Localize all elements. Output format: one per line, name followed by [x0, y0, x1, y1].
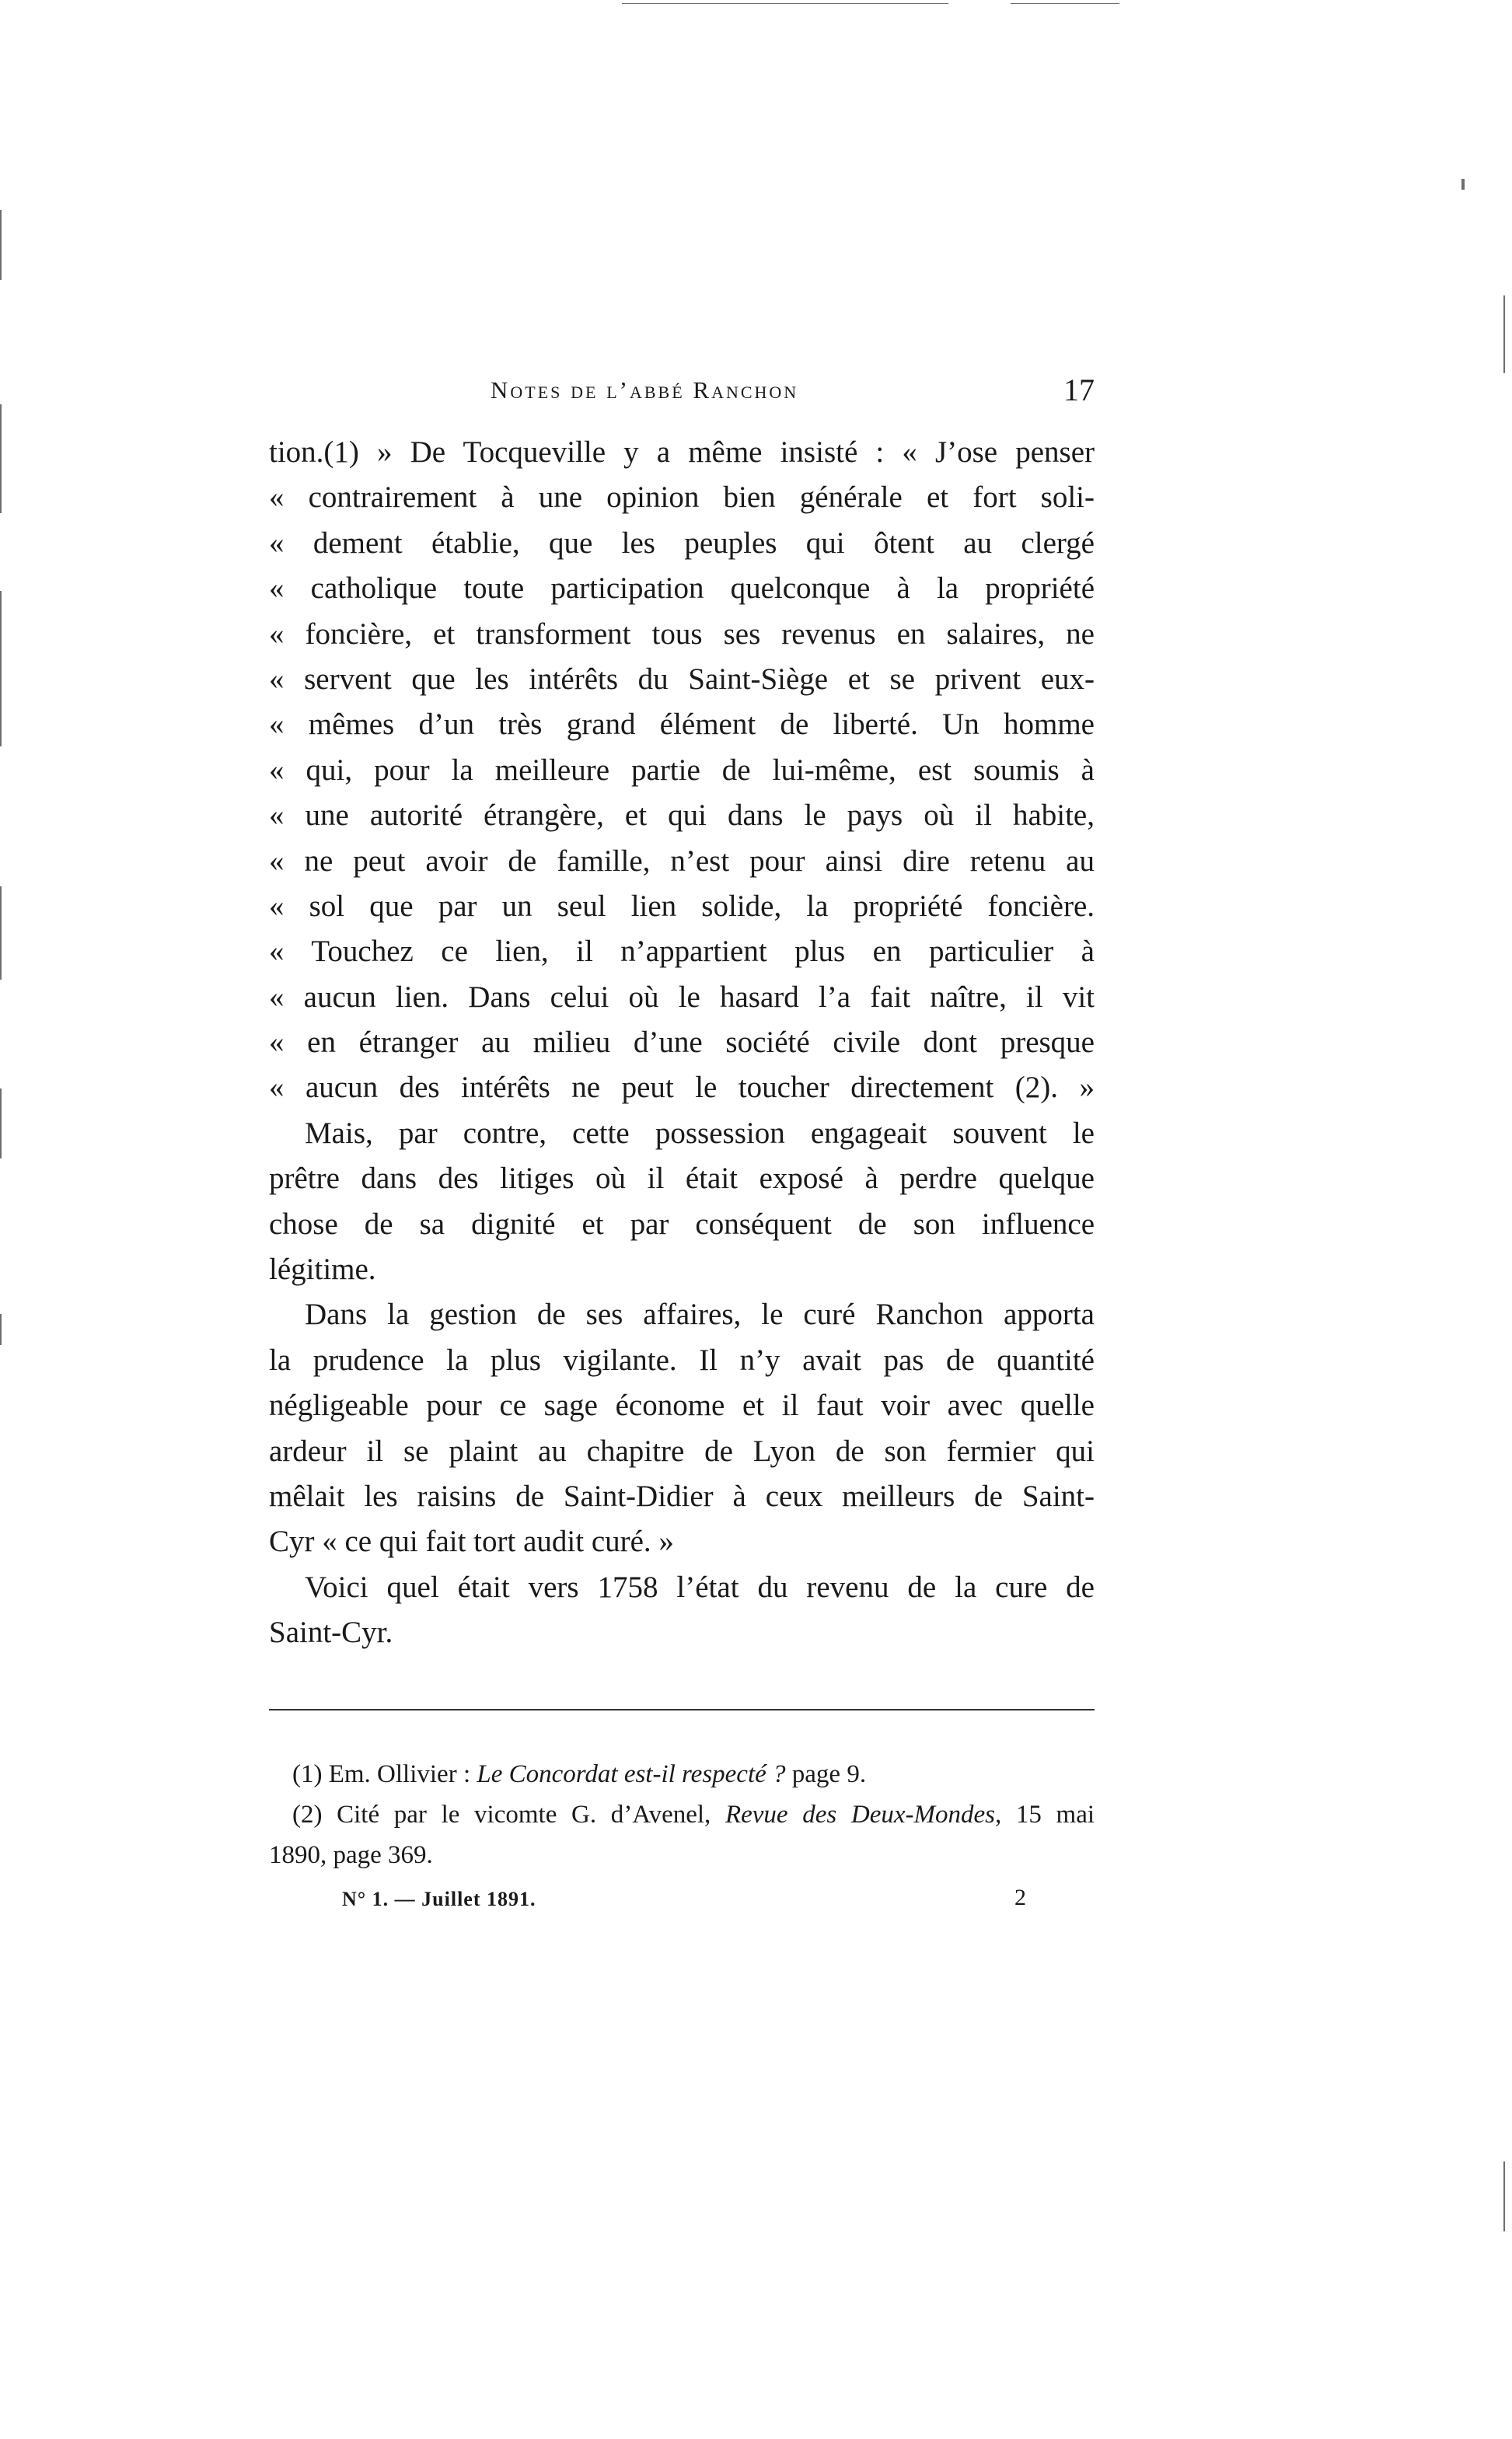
text-line: ardeur il se plaint au chapitre de Lyon de son fermier qui	[269, 1434, 1095, 1468]
footnote-2-prefix: (2) Cité par le vicomte G. d’Avenel,	[292, 1801, 725, 1829]
footnote-2-suffix: 15 mai	[1001, 1801, 1095, 1829]
text-line: « sol que par un seul lien solide, la propriété foncière.	[269, 889, 1095, 923]
page-number: 17	[1063, 372, 1095, 407]
footnote-1-title: Le Concordat est-il respecté ?	[477, 1760, 786, 1788]
body-text	[269, 430, 1095, 1656]
text-line: « dement établie, que les peuples qui ôtent au clergé	[269, 526, 1095, 560]
text-line: « aucun lien. Dans celui où le hasard l’a fait naître, il vit	[269, 980, 1095, 1014]
text-line: « Touchez ce lien, il n’appartient plus en particulier à	[269, 935, 1095, 969]
text-line: Voici quel était vers 1758 l’état du revenu de la cure de	[305, 1570, 1095, 1604]
issue-line: N° 1. — Juillet 1891.	[342, 1888, 536, 1910]
sheet-number: 2	[1014, 1885, 1026, 1910]
scan-edge-mark	[1011, 3, 1119, 4]
scan-edge-mark	[0, 210, 2, 280]
running-title: Notes de l’abbé Ranchon	[491, 376, 799, 404]
text-line: Mais, par contre, cette possession engageait souvent le	[305, 1116, 1095, 1150]
running-header	[269, 372, 1095, 418]
text-line: prêtre dans des litiges où il était exposé à perdre quelque	[269, 1162, 1095, 1196]
text-line: « catholique toute participation quelconque à la propriété	[269, 571, 1095, 606]
printer-signature	[342, 1885, 1026, 1919]
scan-edge-mark	[0, 404, 2, 513]
text-line: la prudence la plus vigilante. Il n’y avait pas de quantité	[269, 1343, 1095, 1377]
footnotes	[269, 1754, 1095, 1875]
text-line: chose de sa dignité et par conséquent de son influence	[269, 1207, 1095, 1241]
text-line: « mêmes d’un très grand élément de liberté. Un homme	[269, 708, 1095, 742]
text-line: négligeable pour ce sage économe et il faut voir avec quelle	[269, 1389, 1095, 1423]
footnote-1	[269, 1754, 1095, 1794]
footnote-1-prefix: (1) Em. Ollivier :	[292, 1760, 477, 1788]
scan-edge-mark	[0, 886, 2, 980]
text-line: tion.(1) » De Tocqueville y a même insisté : « J’ose penser	[269, 435, 1095, 469]
scan-edge-mark	[0, 1088, 2, 1158]
text-line: « servent que les intérêts du Saint-Siège et se privent eux-	[269, 662, 1095, 696]
text-line: légitime.	[269, 1253, 376, 1287]
scan-edge-mark	[622, 3, 948, 4]
text-line: Cyr « ce qui fait tort audit curé. »	[269, 1525, 674, 1559]
text-line: Saint-Cyr.	[269, 1616, 393, 1650]
text-line: « contrairement à une opinion bien générale et fort soli-	[269, 480, 1095, 515]
scan-edge-mark	[0, 591, 2, 746]
footnote-1-suffix: page 9.	[785, 1760, 867, 1788]
scan-edge-mark	[0, 1314, 2, 1345]
scan-edge-mark	[1461, 179, 1465, 190]
footnote-rule	[269, 1709, 1095, 1710]
text-line: « une autorité étrangère, et qui dans le pays où il habite,	[269, 798, 1095, 833]
text-line: « aucun des intérêts ne peut le toucher directement (2). »	[269, 1071, 1095, 1105]
footnote-2-continuation: 1890, page 369.	[269, 1841, 433, 1869]
text-line: « foncière, et transforment tous ses revenus en salaires, ne	[269, 617, 1095, 651]
text-line: « qui, pour la meilleure partie de lui-même, est soumis à	[269, 753, 1095, 787]
scan-edge-mark	[1503, 295, 1505, 373]
text-line: Dans la gestion de ses affaires, le curé Ranchon apporta	[305, 1298, 1095, 1332]
footnote-2	[269, 1794, 1095, 1835]
text-line: « en étranger au milieu d’une société civile dont presque	[269, 1026, 1095, 1060]
text-line: mêlait les raisins de Saint-Didier à ceux meilleurs de Saint-	[269, 1479, 1095, 1513]
scan-edge-mark	[1503, 2161, 1505, 2231]
footnote-2-title: Revue des Deux-Mondes,	[725, 1801, 1002, 1829]
text-line: « ne peut avoir de famille, n’est pour ainsi dire retenu au	[269, 844, 1095, 878]
